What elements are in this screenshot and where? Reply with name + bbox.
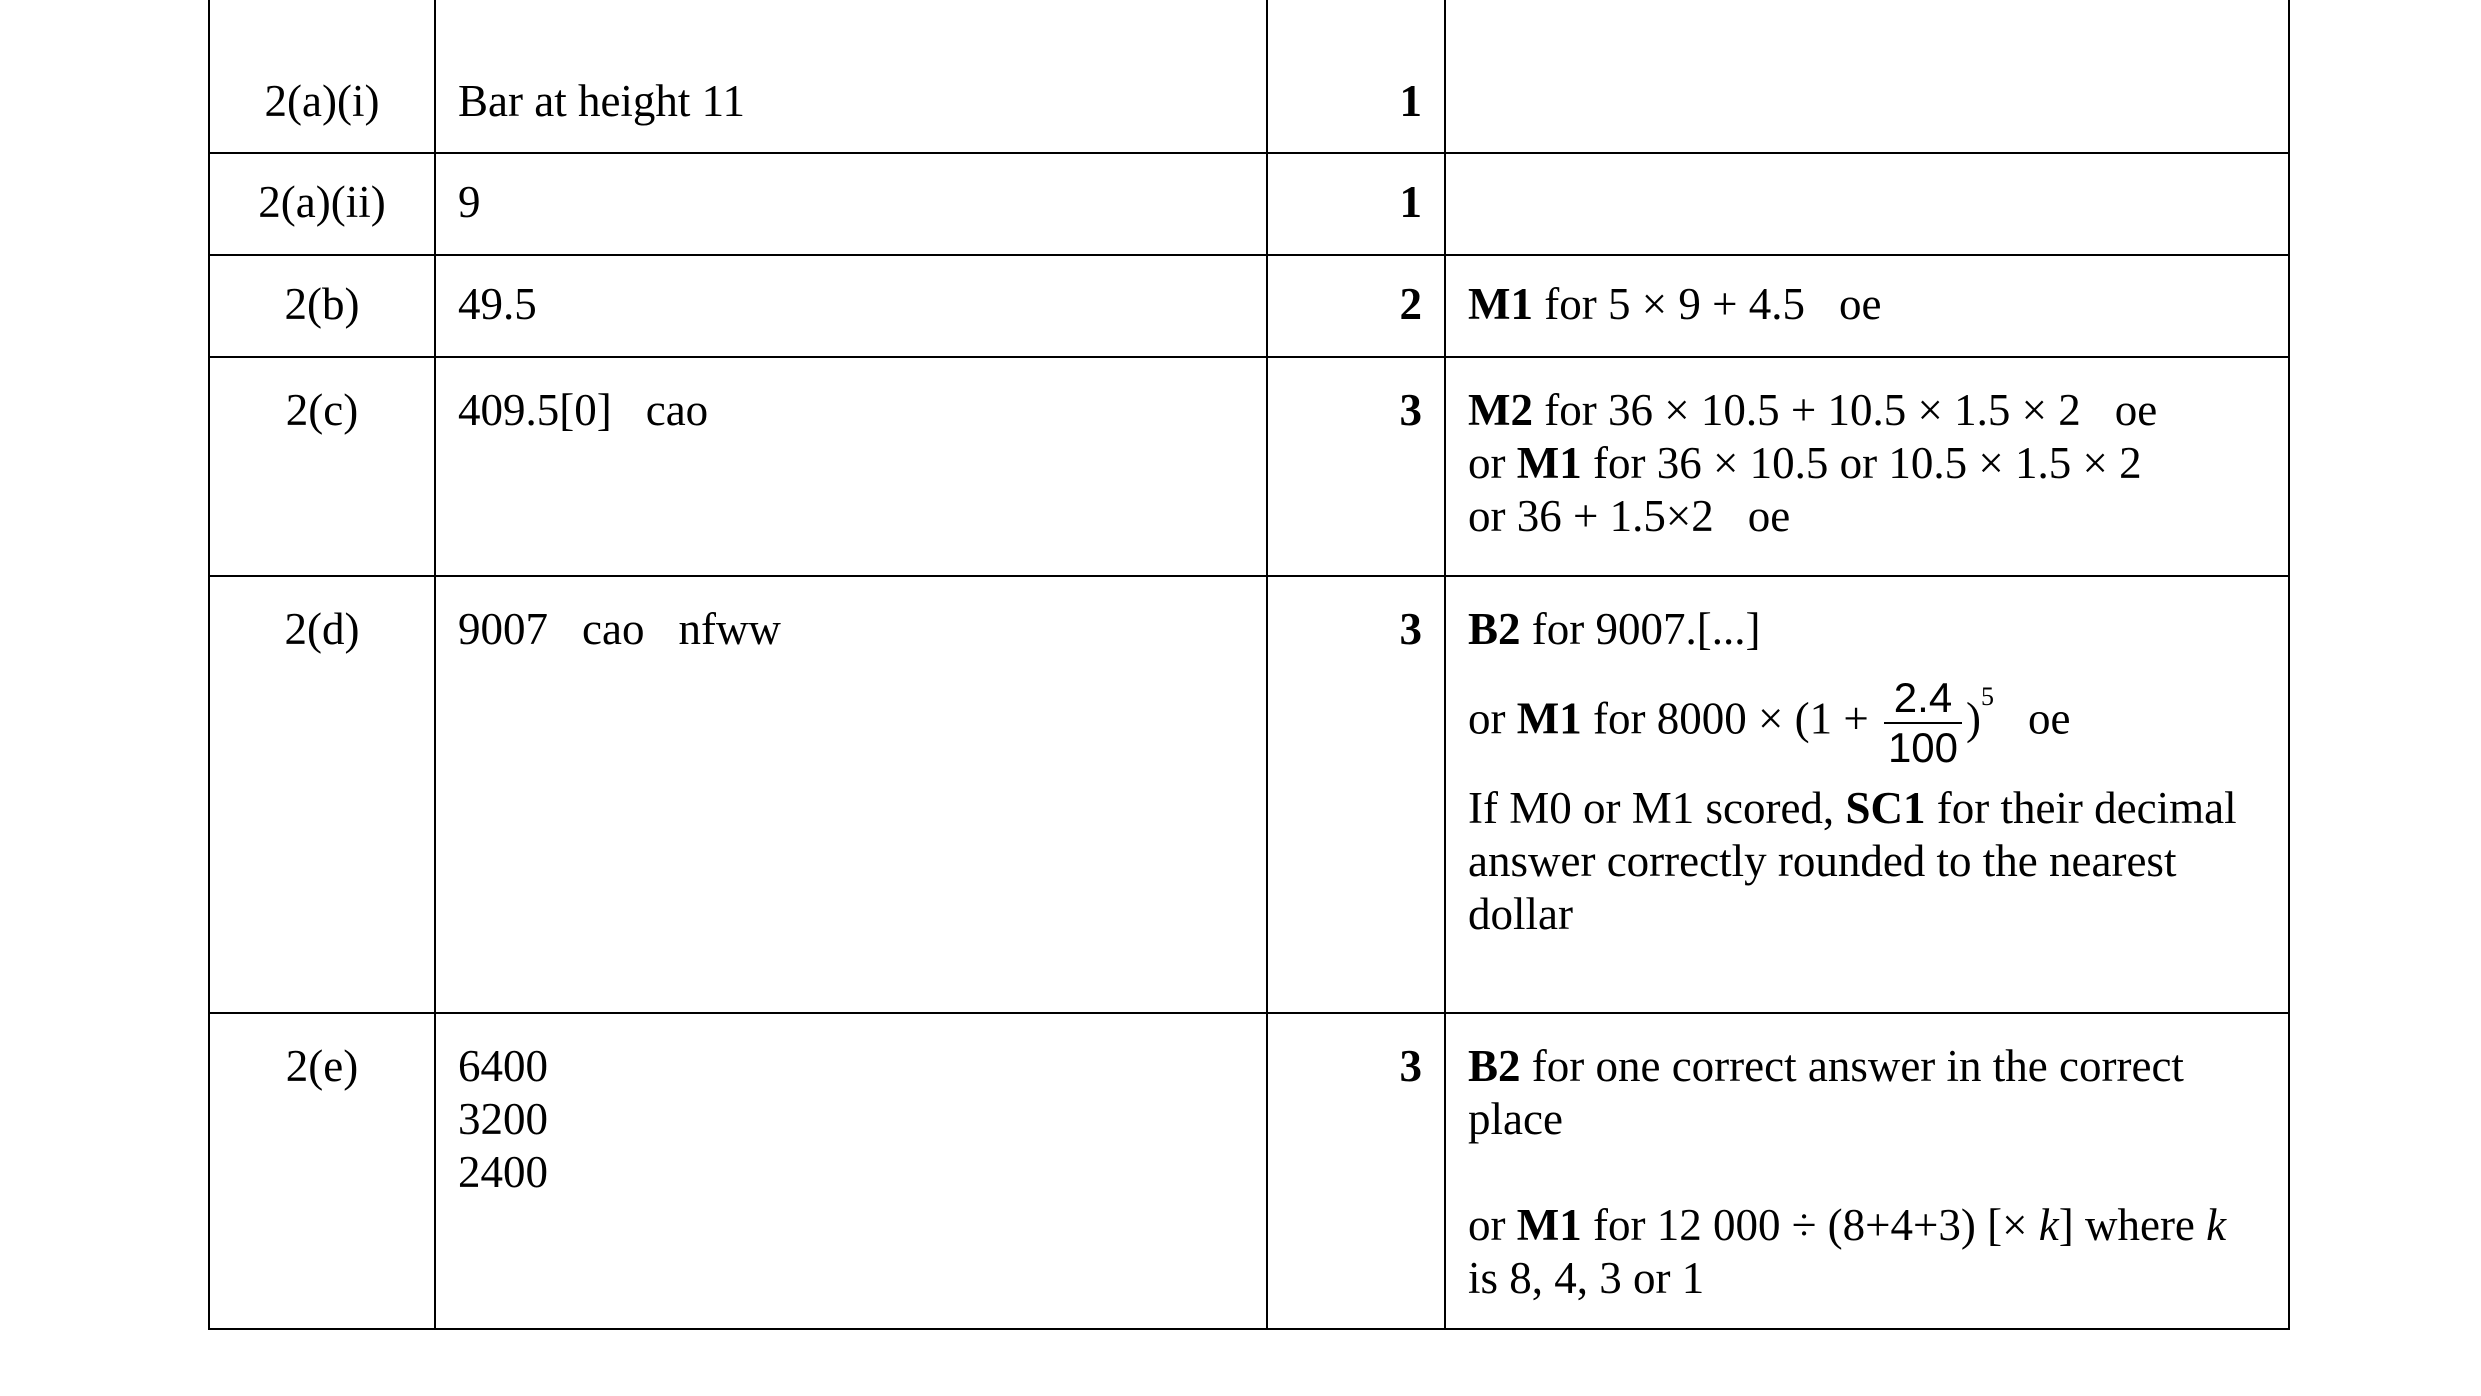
fraction-numerator: 2.4 bbox=[1884, 674, 1962, 724]
answer-text: Bar at height 11 bbox=[458, 76, 746, 126]
fraction bbox=[1884, 674, 1962, 772]
marks-cell: 3 bbox=[1267, 1013, 1445, 1329]
guidance-prefix: If M0 or M1 scored, bbox=[1468, 783, 1846, 833]
table-row bbox=[209, 357, 2289, 576]
guidance-text: for one correct answer in the correct place bbox=[1468, 1041, 2184, 1144]
guidance-tail: oe bbox=[1838, 279, 1882, 329]
mark-code: B2 bbox=[1468, 604, 1521, 654]
answer-cell bbox=[435, 1013, 1267, 1329]
guidance-line bbox=[1468, 603, 2266, 656]
guidance-prefix: or bbox=[1468, 693, 1517, 744]
table-row bbox=[209, 576, 2289, 1013]
question-number: 2(c) bbox=[209, 357, 435, 576]
answer-qualifier: cao bbox=[582, 604, 645, 654]
table-row bbox=[209, 255, 2289, 357]
answer-text: 409.5[0] bbox=[458, 385, 612, 435]
guidance-line bbox=[1468, 1199, 2266, 1305]
mark-code: B2 bbox=[1468, 1041, 1521, 1091]
exponent: 5 bbox=[1981, 682, 1995, 711]
fraction-denominator: 100 bbox=[1887, 724, 1959, 771]
question-number: 2(a)(i) bbox=[209, 0, 435, 153]
marks-cell: 3 bbox=[1267, 576, 1445, 1013]
answer-cell bbox=[435, 153, 1267, 255]
guidance-text: ] where bbox=[2058, 1200, 2207, 1250]
guidance-tail: oe bbox=[1747, 491, 1791, 541]
question-number: 2(a)(ii) bbox=[209, 153, 435, 255]
answer-text: 9007 bbox=[458, 604, 548, 654]
guidance-text: for 8000 × (1 + bbox=[1581, 693, 1880, 744]
guidance-cell bbox=[1445, 0, 2289, 153]
guidance-line bbox=[1468, 278, 2266, 331]
answer-text: 3200 bbox=[458, 1094, 548, 1144]
guidance-text: for their decimal answer correctly rounded to the nearest dollar bbox=[1468, 783, 2237, 939]
variable-k: k bbox=[2038, 1200, 2059, 1250]
guidance-text: ) bbox=[1966, 693, 1982, 744]
guidance-line bbox=[1468, 490, 2266, 543]
guidance-cell bbox=[1445, 153, 2289, 255]
guidance-text: for 9007.[...] bbox=[1520, 604, 1761, 654]
answer-cell bbox=[435, 357, 1267, 576]
guidance-line bbox=[1468, 674, 2266, 772]
answer-text: 2400 bbox=[458, 1147, 548, 1197]
marks-cell: 2 bbox=[1267, 255, 1445, 357]
marks-cell: 1 bbox=[1267, 153, 1445, 255]
answer-text: 6400 bbox=[458, 1041, 548, 1091]
guidance-text: is 8, 4, 3 or 1 bbox=[1468, 1253, 1705, 1303]
question-number: 2(b) bbox=[209, 255, 435, 357]
guidance-prefix: or bbox=[1468, 438, 1517, 488]
mark-scheme-table bbox=[208, 0, 2290, 1330]
guidance-text: for 36 × 10.5 or 10.5 × 1.5 × 2 bbox=[1581, 438, 2142, 488]
guidance-cell bbox=[1445, 1013, 2289, 1329]
guidance-cell bbox=[1445, 255, 2289, 357]
answer-cell bbox=[435, 0, 1267, 153]
answer-qualifier: nfww bbox=[678, 604, 781, 654]
guidance-text: for 12 000 ÷ (8+4+3) [× bbox=[1581, 1200, 2039, 1250]
guidance-text: for 36 × 10.5 + 10.5 × 1.5 × 2 bbox=[1532, 385, 2081, 435]
question-number: 2(d) bbox=[209, 576, 435, 1013]
question-number: 2(e) bbox=[209, 1013, 435, 1329]
guidance-tail: oe bbox=[2028, 693, 2071, 744]
marks-cell: 3 bbox=[1267, 357, 1445, 576]
guidance-tail: oe bbox=[2114, 385, 2158, 435]
table-row bbox=[209, 1013, 2289, 1329]
answer-cell bbox=[435, 255, 1267, 357]
mark-code: M1 bbox=[1516, 693, 1582, 744]
mark-code: M1 bbox=[1516, 438, 1582, 488]
answer-text: 49.5 bbox=[458, 279, 537, 329]
guidance-line bbox=[1468, 384, 2266, 437]
guidance-line bbox=[1468, 437, 2266, 490]
table-row bbox=[209, 153, 2289, 255]
variable-k: k bbox=[2206, 1200, 2227, 1250]
table-row bbox=[209, 0, 2289, 153]
marks-cell: 1 bbox=[1267, 0, 1445, 153]
answer-qualifier: cao bbox=[645, 385, 709, 435]
mark-code: SC1 bbox=[1845, 783, 1926, 833]
mark-code: M1 bbox=[1516, 1200, 1582, 1250]
guidance-prefix: or bbox=[1468, 1200, 1517, 1250]
mark-code: M1 bbox=[1468, 279, 1533, 329]
guidance-cell bbox=[1445, 576, 2289, 1013]
guidance-cell bbox=[1445, 357, 2289, 576]
guidance-line bbox=[1468, 782, 2266, 941]
answer-text: 9 bbox=[458, 177, 481, 227]
guidance-line bbox=[1468, 1040, 2266, 1146]
answer-cell bbox=[435, 576, 1267, 1013]
mark-code: M2 bbox=[1468, 385, 1533, 435]
guidance-text: or 36 + 1.5×2 bbox=[1468, 491, 1714, 541]
guidance-text: for 5 × 9 + 4.5 bbox=[1532, 279, 1805, 329]
